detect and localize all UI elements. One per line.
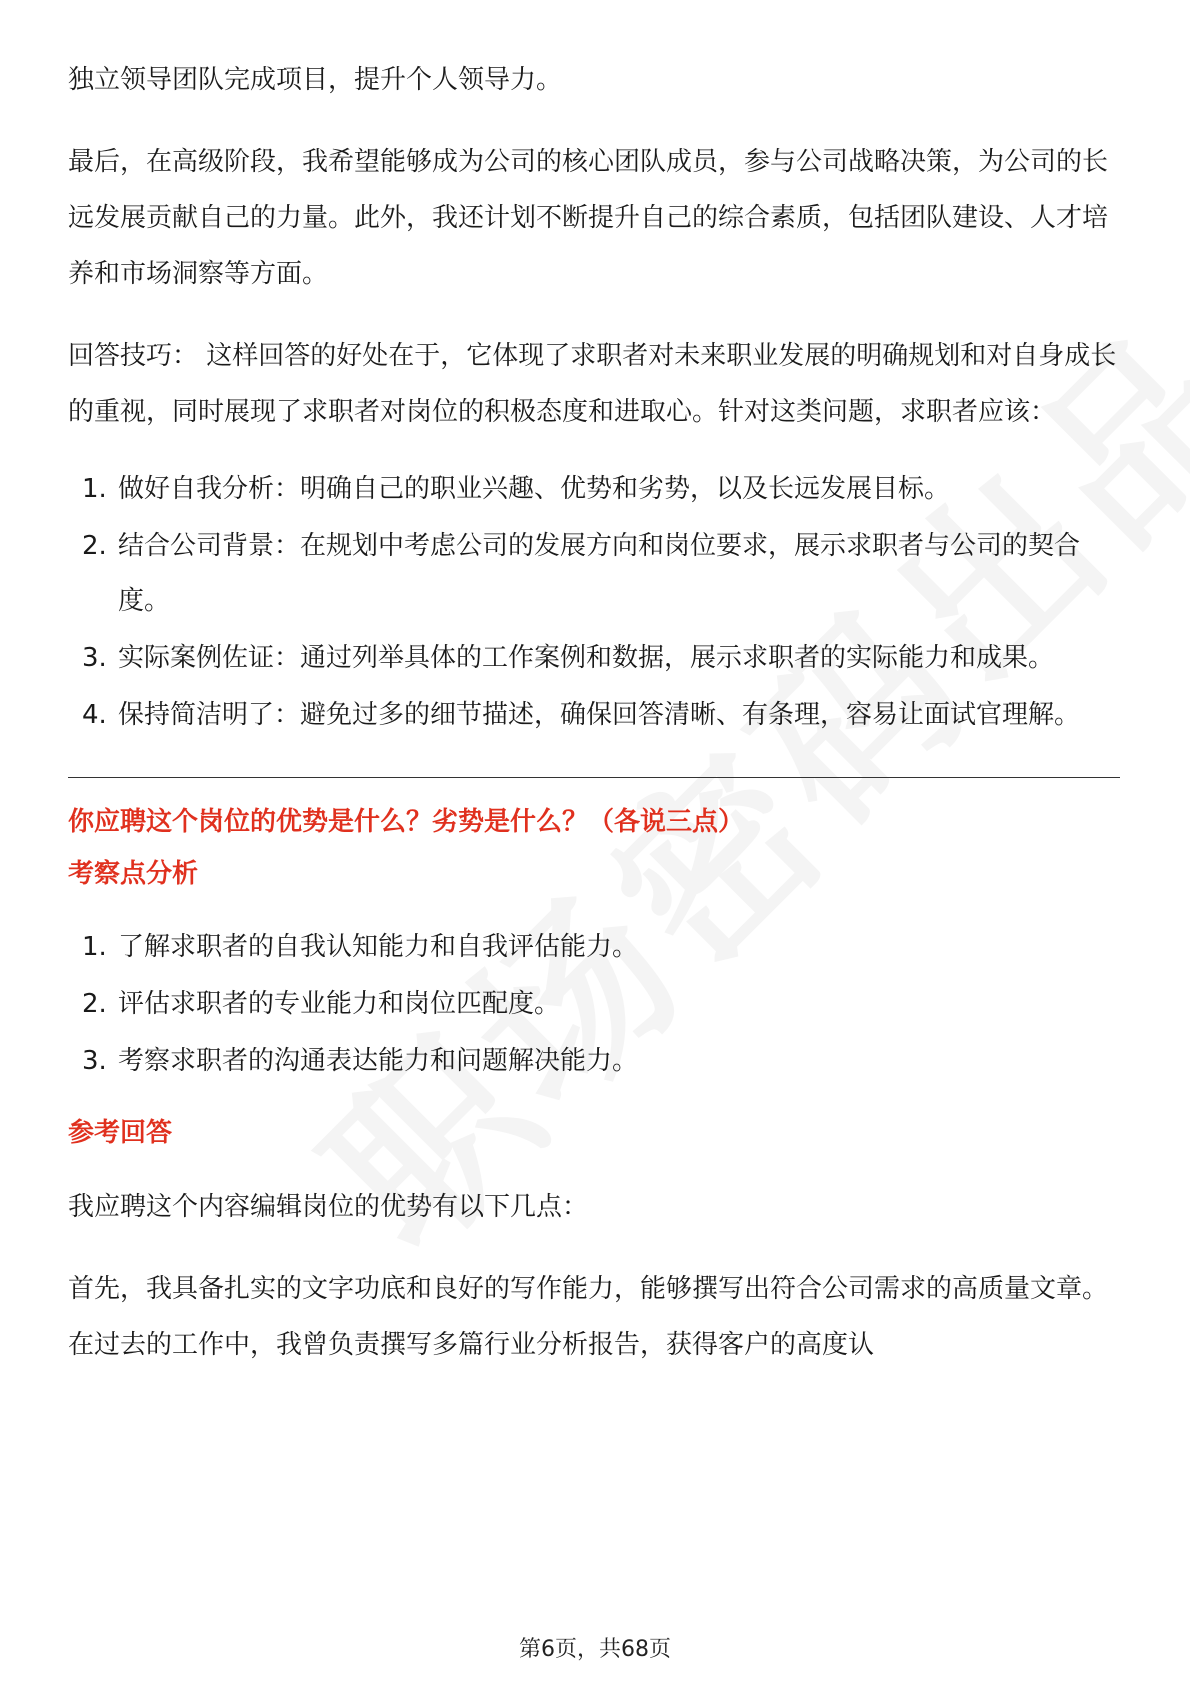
list-item: [68, 920, 1120, 975]
list-item: [68, 688, 1120, 743]
analysis-heading: 考察点分析: [68, 859, 199, 889]
list-text: 考察求职者的沟通表达能力和问题解决能力。: [118, 1046, 639, 1076]
list-number: 3.: [82, 1046, 107, 1076]
page-number-footer: 第6页，共68页: [519, 1637, 671, 1662]
content-area: [68, 52, 1120, 1399]
list-item: [68, 977, 1120, 1032]
list-text: 评估求职者的专业能力和岗位匹配度。: [118, 989, 561, 1019]
answer-paragraph: 首先，我具备扎实的文字功底和良好的写作能力，能够撰写出符合公司需求的高质量文章。在过去的工作中，我曾负责撰写多篇行业分析报告，获得客户的高度认: [68, 1274, 1109, 1360]
list-number: 1.: [82, 474, 107, 504]
list-number: 3.: [82, 643, 107, 673]
list-item: [68, 462, 1120, 517]
list-text: 结合公司背景：在规划中考虑公司的发展方向和岗位要求，展示求职者与公司的契合度。: [118, 531, 1081, 616]
paragraph: 独立领导团队完成项目，提升个人领导力。: [68, 65, 563, 95]
tips-list: [68, 462, 1120, 743]
list-item: [68, 1034, 1120, 1089]
list-item: [68, 519, 1120, 629]
analysis-list: [68, 920, 1120, 1089]
question-title: 你应聘这个岗位的优势是什么？劣势是什么？（各说三点）: [68, 807, 745, 837]
list-number: 1.: [82, 932, 107, 962]
section-divider: [68, 777, 1120, 778]
answer-paragraph: 我应聘这个内容编辑岗位的优势有以下几点：: [68, 1192, 589, 1222]
list-number: 2.: [82, 531, 107, 561]
list-number: 4.: [82, 700, 107, 730]
paragraph: 最后，在高级阶段，我希望能够成为公司的核心团队成员，参与公司战略决策，为公司的长远发展贡献自己的力量。此外，我还计划不断提升自己的综合素质，包括团队建设、人才培养和市场洞察等方面。: [68, 147, 1109, 289]
answer-heading: 参考回答: [68, 1118, 173, 1148]
list-text: 了解求职者的自我认知能力和自我评估能力。: [118, 932, 639, 962]
list-number: 2.: [82, 989, 107, 1019]
list-text: 实际案例佐证：通过列举具体的工作案例和数据，展示求职者的实际能力和成果。: [118, 643, 1055, 673]
list-item: [68, 631, 1120, 686]
list-text: 做好自我分析：明确自己的职业兴趣、优势和劣势，以及长远发展目标。: [118, 474, 951, 504]
paragraph-tips-intro: 回答技巧： 这样回答的好处在于，它体现了求职者对未来职业发展的明确规划和对自身成长的重视，同时展现了求职者对岗位的积极态度和进取心。针对这类问题，求职者应该：: [68, 341, 1117, 427]
list-text: 保持简洁明了：避免过多的细节描述，确保回答清晰、有条理，容易让面试官理解。: [118, 700, 1081, 730]
